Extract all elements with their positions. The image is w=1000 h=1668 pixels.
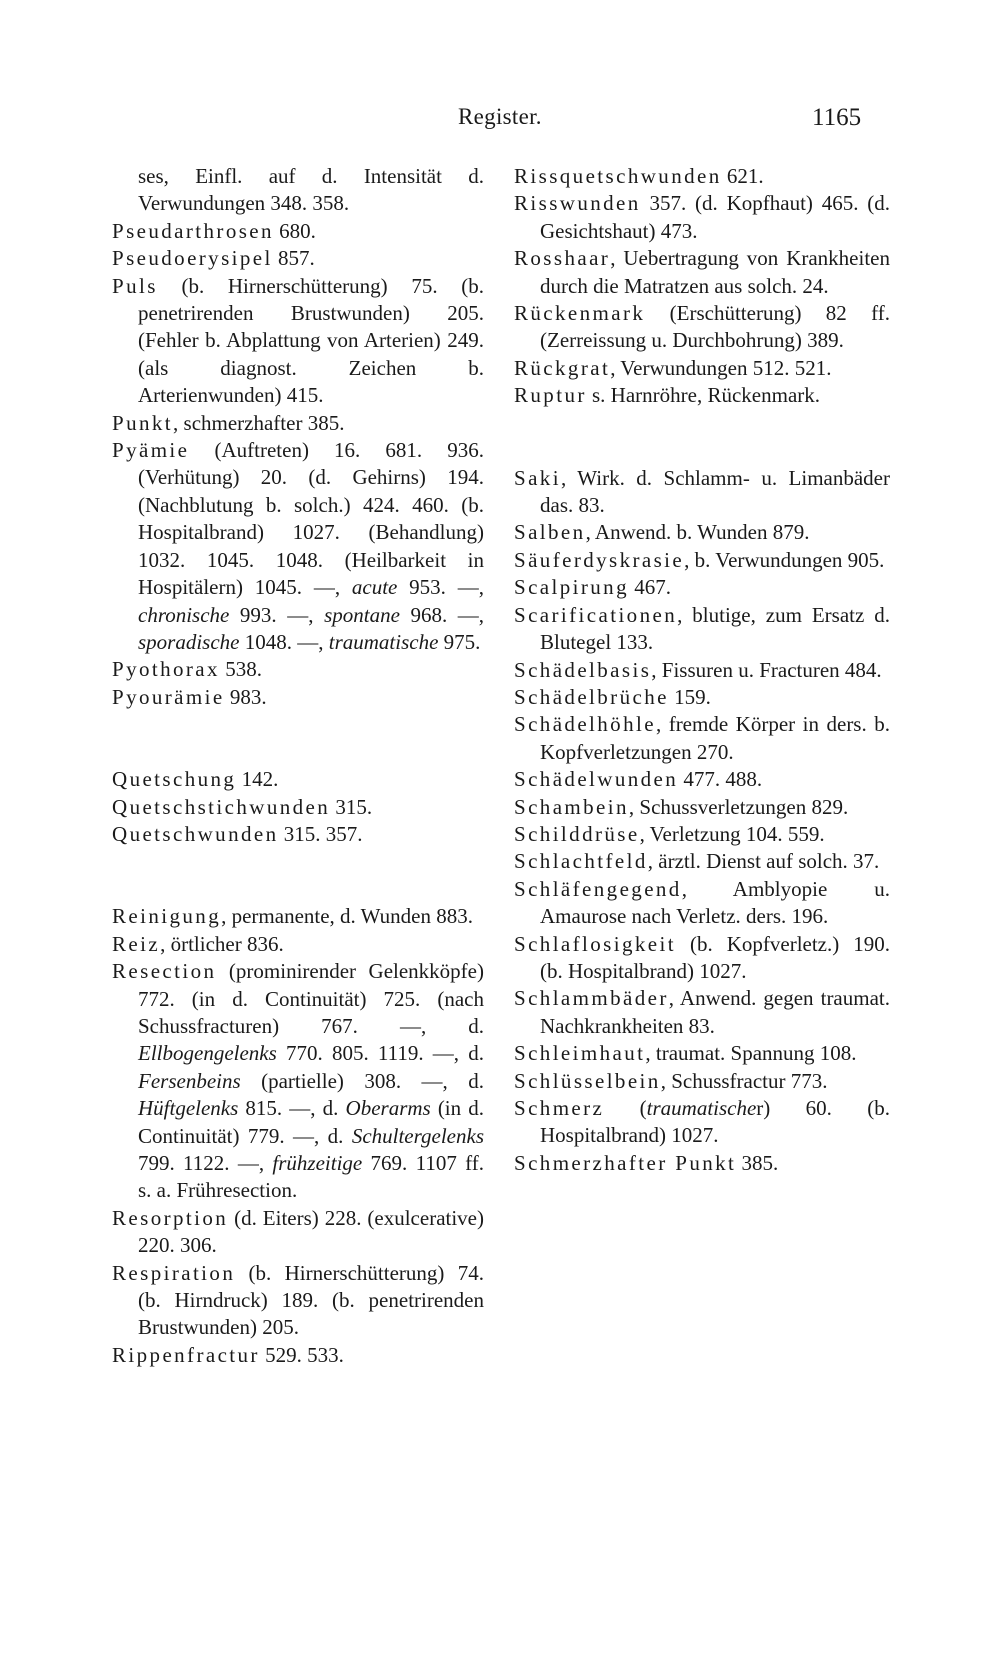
- entry-references: 357. (d. Kopfhaut) 465. (d. Gesichtshaut) 473.: [540, 191, 890, 243]
- entry-headword: Respiration: [112, 1260, 236, 1285]
- index-entry: [514, 931, 890, 986]
- entry-references: 315.: [330, 794, 373, 819]
- entry-headword: Säuferdyskrasie: [514, 547, 685, 572]
- entry-references: , fremde Körper in ders. b. Kopfverletzungen 270.: [540, 712, 890, 764]
- entry-references: (traumatischer) 60. (b. Hospitalbrand) 1027.: [540, 1096, 890, 1148]
- entry-references: ses, Einfl. auf d. Intensität d. Verwundungen 348. 358.: [138, 164, 484, 216]
- entry-headword: Schädelbasis: [514, 657, 652, 682]
- index-entry: [112, 163, 484, 218]
- index-entry: [514, 1150, 890, 1177]
- index-entry: [514, 519, 890, 546]
- entry-references: 477. 488.: [678, 767, 763, 792]
- entry-headword: Schmerz: [514, 1096, 605, 1120]
- running-title: Register.: [458, 104, 542, 129]
- entry-headword: Quetschstichwunden: [112, 794, 331, 819]
- entry-references: , schmerzhafter 385.: [173, 410, 345, 435]
- index-entry: [514, 1068, 890, 1095]
- entry-references: (prominirender Gelenkköpfe) 772. (in d. Continuität) 725. (nach Schussfracturen) 767. —, d. Ellbogengelenks 770. 805. 1119. —, d. Fersenbeins (partielle) 308. —, d. Hüftgelenks 815. —, d. Oberarms (in d. Continuität) 779. —, d. Schultergelenks 799. 1122. —, frühzeitige 769. 1107 ff. s. a. Frühresection.: [138, 959, 485, 1203]
- index-entry: [514, 684, 890, 711]
- entry-headword: Schlüsselbein: [514, 1068, 661, 1093]
- index-entry: [112, 656, 484, 683]
- index-entry: [514, 300, 890, 355]
- entry-headword: Schlammbäder: [514, 986, 669, 1011]
- index-entry: [112, 958, 484, 1205]
- section-gap: [112, 848, 484, 903]
- entry-references: , Verwundungen 512. 521.: [610, 355, 832, 380]
- entry-headword: Punkt: [112, 410, 174, 435]
- entry-references: 467.: [628, 575, 671, 600]
- entry-headword: Pyourämie: [112, 684, 225, 709]
- entry-headword: Rückgrat: [514, 355, 611, 380]
- entry-references: 857.: [272, 246, 315, 271]
- entry-references: 385.: [736, 1150, 779, 1175]
- entry-references: (Auftreten) 16. 681. 936. (Verhütung) 20. (d. Gehirns) 194. (Nachblutung b. solch.) 424. 460. (b. Hospitalbrand) 1027. (Behandlung) 1032. 1045. 1048. (Heilbarkeit in Hospitälern) 1045. —, acute 953. —, chronische 993. —, spontane 968. —, sporadische 1048. —, traumatische 975.: [138, 438, 485, 654]
- entry-references: , ärztl. Dienst auf solch. 37.: [647, 849, 880, 874]
- entry-headword: Schleimhaut: [514, 1041, 646, 1066]
- index-entry: [112, 218, 484, 245]
- entry-references: , b. Verwundungen 905.: [684, 547, 885, 572]
- entry-references: 159.: [668, 684, 711, 709]
- entry-references: 680.: [273, 218, 316, 243]
- entry-references: 142.: [236, 767, 279, 792]
- entry-headword: Scalpirung: [514, 575, 629, 600]
- entry-headword: Pyämie: [112, 438, 190, 463]
- entry-references: (d. Eiters) 228. (exulcerative) 220. 306.: [138, 1205, 484, 1258]
- index-entry: [514, 848, 890, 875]
- index-entry: [112, 821, 484, 848]
- entry-references: , Wirk. d. Schlamm- u. Limanbäder das. 83.: [540, 465, 890, 518]
- entry-references: , blutige, zum Ersatz d. Blutegel 133.: [540, 602, 890, 655]
- entry-headword: Schädelbrüche: [514, 684, 669, 709]
- entry-headword: Resorption: [112, 1205, 229, 1230]
- index-entry: [112, 1342, 484, 1369]
- index-entry: [514, 602, 890, 657]
- entry-headword: Schädelhöhle: [514, 712, 656, 737]
- entry-headword: Rückenmark: [514, 301, 646, 326]
- index-entry: [514, 711, 890, 766]
- entry-references: 529. 533.: [259, 1342, 344, 1367]
- entry-headword: Puls: [112, 273, 158, 298]
- index-entry: [112, 794, 484, 821]
- index-entry: [514, 355, 890, 382]
- entry-references: s. Harnröhre, Rückenmark.: [586, 383, 821, 408]
- entry-headword: Rissquetschwunden: [514, 164, 722, 188]
- section-gap: [514, 410, 890, 465]
- page-number: 1165: [812, 104, 862, 131]
- entry-references: , Verletzung 104. 559.: [639, 821, 825, 846]
- entry-references: 538.: [219, 657, 262, 682]
- index-entry: [112, 931, 484, 958]
- index-entry: [514, 876, 890, 931]
- entry-headword: Risswunden: [514, 191, 641, 216]
- entry-references: , Uebertragung von Krankheiten durch die Matratzen aus solch. 24.: [540, 246, 890, 298]
- index-entry: [112, 1205, 484, 1260]
- right-column: [514, 163, 890, 1177]
- entry-headword: Schilddrüse: [514, 821, 640, 846]
- section-gap: [112, 711, 484, 766]
- entry-headword: Resection: [112, 959, 217, 984]
- index-entry: [514, 245, 890, 300]
- entry-headword: Pseudarthrosen: [112, 218, 274, 243]
- entry-headword: Schläfengegend: [514, 876, 682, 901]
- index-entry: [112, 684, 484, 711]
- entry-headword: Quetschwunden: [112, 821, 279, 846]
- entry-headword: Pseudoerysipel: [112, 246, 273, 271]
- entry-references: (b. Kopfverletz.) 190. (b. Hospitalbrand) 1027.: [540, 931, 890, 983]
- entry-references: , Fissuren u. Fracturen 484.: [651, 657, 882, 682]
- entry-references: (b. Hirnerschütterung) 75. (b. penetrirenden Brustwunden) 205. (Fehler b. Abplattung von Arterien) 249. (als diagnost. Zeichen b. Arterienwunden) 415.: [138, 273, 484, 408]
- index-entry: [514, 547, 890, 574]
- entry-headword: Rosshaar: [514, 246, 611, 271]
- entry-references: (Erschütterung) 82 ff. (Zerreissung u. Durchbohrung) 389.: [540, 301, 890, 353]
- entry-references: (b. Hirnerschütterung) 74. (b. Hirndruck) 189. (b. penetrirenden Brustwunden) 205.: [138, 1260, 484, 1340]
- entry-references: , Anwend. b. Wunden 879.: [585, 520, 810, 545]
- index-entry: [514, 794, 890, 821]
- entry-headword: Salben: [514, 520, 586, 545]
- index-entry: [514, 821, 890, 848]
- entry-headword: Rippenfractur: [112, 1342, 260, 1367]
- page-header: [0, 104, 1000, 144]
- entry-headword: Schlachtfeld: [514, 849, 648, 874]
- index-entry: [112, 1260, 484, 1342]
- entry-references: , Schussverletzungen 829.: [628, 794, 849, 819]
- entry-references: 983.: [224, 684, 267, 709]
- index-entry: [514, 766, 890, 793]
- entry-references: 621.: [721, 164, 764, 188]
- index-entry: [112, 245, 484, 272]
- index-entry: [514, 465, 890, 520]
- entry-headword: Saki: [514, 465, 561, 490]
- index-entry: [112, 437, 484, 656]
- entry-references: , Amblyopie u. Amaurose nach Verletz. ders. 196.: [540, 876, 890, 929]
- entry-references: 315. 357.: [278, 821, 363, 846]
- entry-headword: Schlaflosigkeit: [514, 931, 676, 956]
- entry-headword: Ruptur: [514, 383, 587, 408]
- index-entry: [514, 657, 890, 684]
- index-entry: [514, 382, 890, 409]
- entry-references: , traumat. Spannung 108.: [645, 1041, 857, 1066]
- entry-references: , örtlicher 836.: [160, 931, 284, 956]
- entry-headword: Reinigung: [112, 904, 222, 929]
- entry-headword: Schmerzhafter Punkt: [514, 1150, 737, 1175]
- entry-headword: Quetschung: [112, 767, 237, 792]
- index-entry: [514, 163, 890, 190]
- index-entry: [514, 574, 890, 601]
- entry-references: , Schussfractur 773.: [660, 1068, 828, 1093]
- entry-references: , permanente, d. Wunden 883.: [221, 904, 473, 929]
- index-entry: [112, 766, 484, 793]
- index-entry: [514, 1040, 890, 1067]
- index-entry: [514, 985, 890, 1040]
- index-entry: [112, 903, 484, 930]
- entry-headword: Pyothorax: [112, 657, 220, 682]
- left-column: [112, 163, 484, 1369]
- entry-references: , Anwend. gegen traumat. Nachkrankheiten 83.: [540, 986, 890, 1038]
- index-entry: [112, 273, 484, 410]
- entry-headword: Schambein: [514, 794, 629, 819]
- index-entry: [112, 410, 484, 437]
- entry-headword: Schädelwunden: [514, 767, 679, 792]
- entry-headword: Scarificationen: [514, 602, 678, 627]
- entry-headword: Reiz: [112, 931, 161, 956]
- index-entry: [514, 190, 890, 245]
- index-entry: [514, 1095, 890, 1150]
